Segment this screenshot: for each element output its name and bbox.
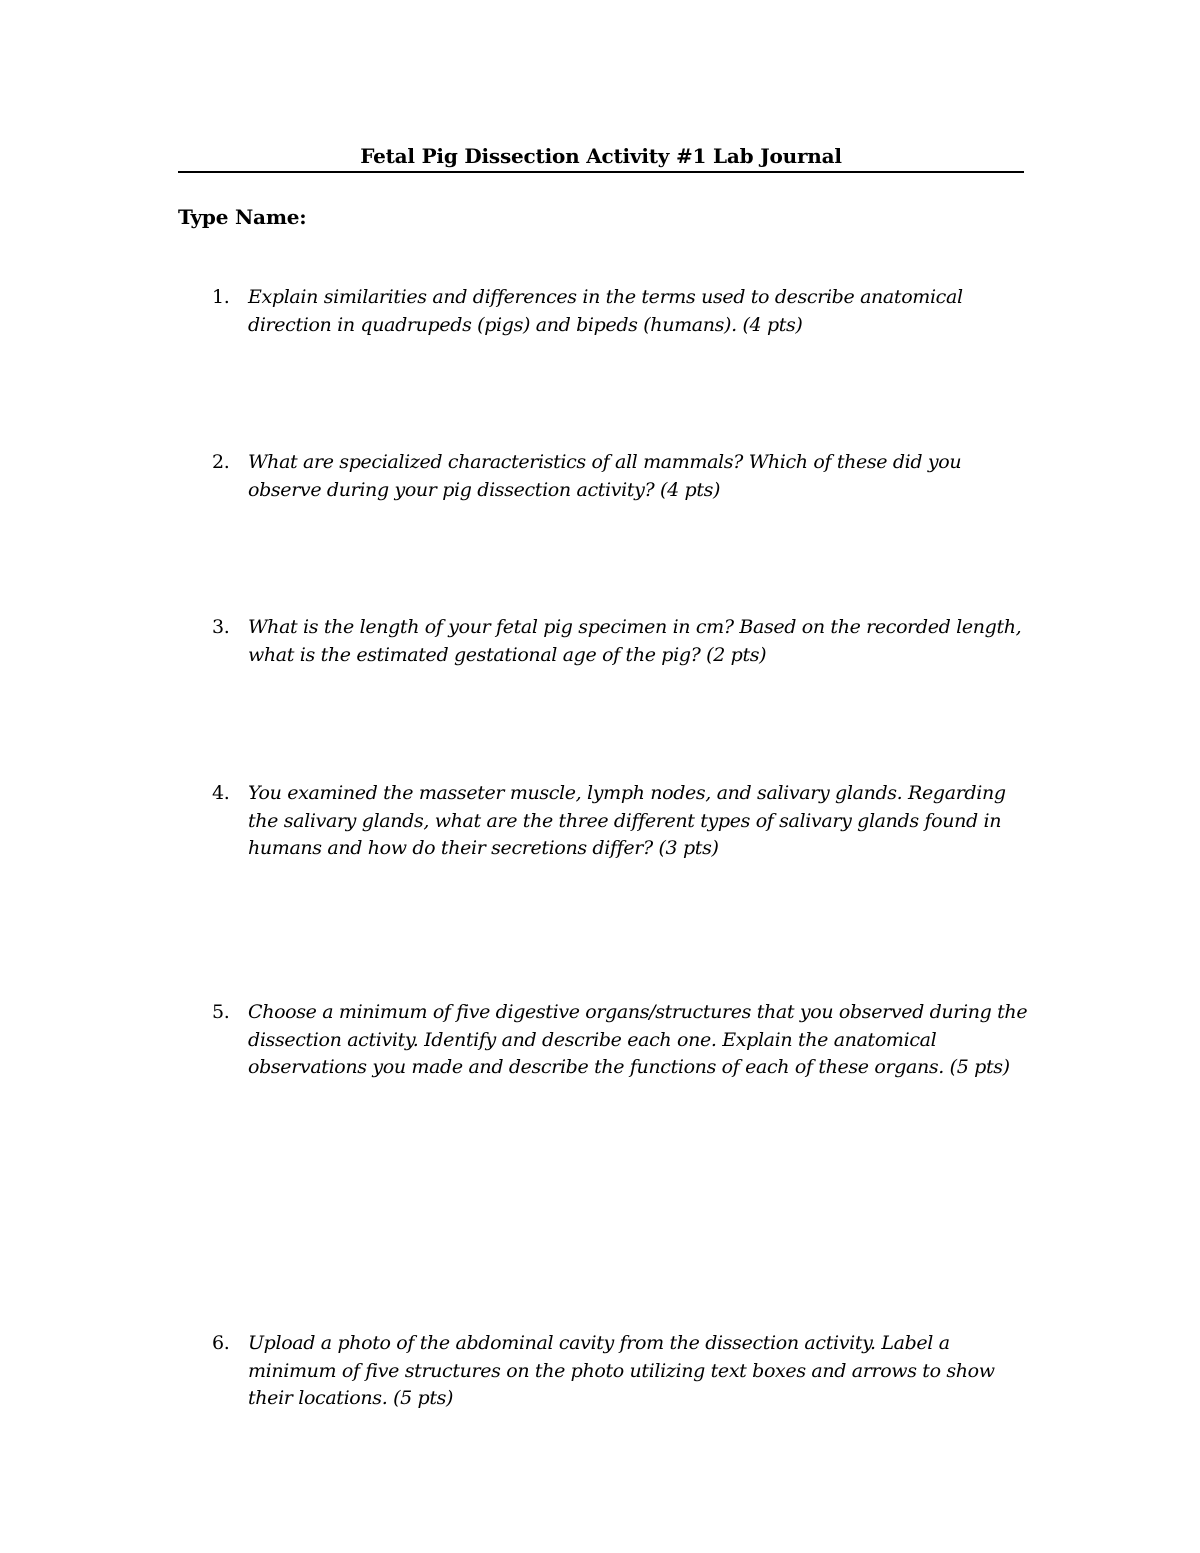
question-2-number: 2. — [212, 451, 230, 473]
question-1-text: Explain similarities and differences in the terms used to describe anatomical direction in quadrupeds (pigs) and bipeds (humans). (4 pts) — [248, 286, 963, 336]
name-label: Type Name: — [178, 205, 307, 229]
question-6-number: 6. — [212, 1332, 230, 1354]
question-5-number: 5. — [212, 1001, 230, 1023]
question-2-text: What are specialized characteristics of all mammals? Which of these did you observe during your pig dissection activity? (4 pts) — [248, 451, 962, 501]
question-6-text: Upload a photo of the abdominal cavity from the dissection activity. Label a minimum of five structures on the photo utilizing text boxes and arrows to show their locations. (5 pts) — [248, 1332, 995, 1410]
question-1-number: 1. — [212, 286, 230, 308]
title-underline-divider — [178, 171, 1024, 173]
page-title: Fetal Pig Dissection Activity #1 Lab Journal — [360, 144, 842, 168]
question-4-number: 4. — [212, 782, 230, 804]
question-4-text: You examined the masseter muscle, lymph nodes, and salivary glands. Regarding the salivary glands, what are the three different types of salivary glands found in humans and how do their secretions differ? (3 pts) — [248, 782, 1006, 860]
question-5-text: Choose a minimum of five digestive organs/structures that you observed during the dissection activity. Identify and describe each one. Explain the anatomical observations you made and describe the functions of each of these organs. (5 pts) — [248, 1001, 1028, 1079]
question-3-text: What is the length of your fetal pig specimen in cm? Based on the recorded length, what is the estimated gestational age of the pig? (2 pts) — [248, 616, 1022, 666]
question-3-number: 3. — [212, 616, 230, 638]
